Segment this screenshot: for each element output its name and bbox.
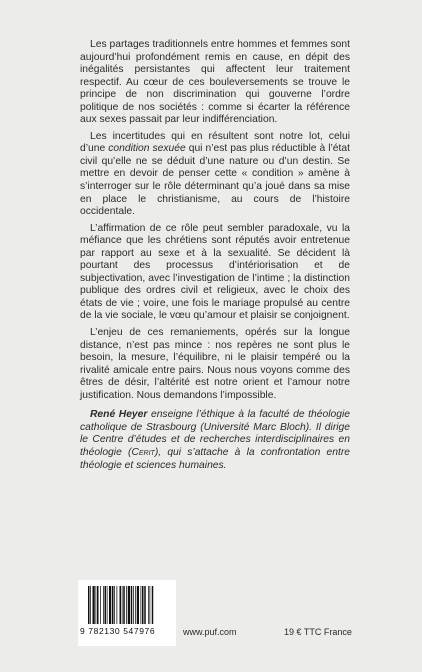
paragraph-2 — [80, 131, 350, 219]
barcode-bar — [135, 586, 136, 624]
bio-acronym: Cerit — [131, 446, 155, 458]
barcode-bar — [90, 586, 91, 624]
author-bio — [80, 409, 350, 472]
barcode-bar — [114, 586, 115, 624]
paragraph-2-emphasis: condition sexuée — [108, 143, 186, 155]
barcode-bar — [133, 586, 134, 624]
barcode-bar — [131, 586, 133, 624]
paragraph-2-start: Les incertitudes qui en résultent sont notre lot, celui d’une — [80, 130, 350, 155]
barcode-bar — [93, 586, 95, 624]
barcode-bar — [100, 586, 101, 624]
paragraph-4: L’enjeu de ces remaniements, opérés sur la longue distance, n’est pas mince : nos repères ne sont plus le besoin, la mesure, l’équilibre, ni le plaisir tempéré ou la rivalité amicale entre pairs. Nous nous voyons comme des êtres de désir, l’altérité est notre orient et l’amour notre justification. Nous demandons l’impossible. — [80, 327, 350, 401]
author-name: René Heyer — [90, 409, 148, 421]
barcode-bar — [144, 586, 146, 624]
barcode-bar — [122, 586, 123, 624]
barcode-bar — [109, 586, 111, 624]
paragraph-3: L’affirmation de ce rôle peut sembler paradoxale, vu la méfiance que les chrétiens sont réputés avoir entretenue par rapport au sexe et à la sexualité. Se décident là pourtant des processus d’intériorisation et de subjectivation, avec l’investigation de l’intime ; la distinction publique des ordres civil et religieux, avec le choix des états de vie ; voire, une fois le mariage propulsé au centre de la vie sociale, le vœu qu’amour et plaisir se conjoignent. — [80, 222, 350, 322]
blurb-text — [80, 39, 350, 476]
bio-text-1: enseigne l’éthique à la faculté de théologie catholique de Strasbourg (Université Marc Bloch). Il dirige le Centre d’études et de recherches interdisciplinaires en théologie ( — [80, 409, 350, 458]
barcode-bar — [142, 586, 144, 624]
barcode-bar — [112, 586, 114, 624]
barcode — [78, 580, 176, 646]
barcode-bar — [107, 586, 108, 624]
barcode-bar — [137, 586, 139, 624]
barcode-bar — [88, 586, 90, 624]
barcode-bar — [148, 586, 149, 624]
barcode-bar — [123, 586, 125, 624]
barcode-bar — [97, 586, 99, 624]
paragraph-1: Les partages traditionnels entre hommes et femmes sont aujourd’hui profondément remis en cause, en dépit des inégalités persistantes qui affectent leur traitement respectif. Au cœur de ces bouleversements se trouve le principe de non discrimination qui gouverne l’ordre politique de nos sociétés : comme si écarter la référence aux sexes passait par leur indifférenciation. — [80, 39, 350, 126]
barcode-bar — [150, 586, 151, 624]
barcode-bar — [128, 586, 130, 624]
barcode-bar — [96, 586, 97, 624]
barcode-bar — [117, 586, 118, 624]
publisher-website: www.puf.com — [183, 627, 237, 637]
barcode-bar — [105, 586, 107, 624]
barcode-bar — [141, 586, 142, 624]
barcode-bar — [103, 586, 104, 624]
barcode-bars — [88, 586, 170, 626]
price-label: 19 € TTC France — [284, 627, 352, 637]
barcode-bar — [120, 586, 122, 624]
barcode-bar — [152, 586, 154, 624]
bio-text-2: ), qui s’attache à la confrontation entre théologie et sciences humaines. — [80, 446, 351, 471]
paragraph-2-end: qui n’est pas plus réductible à l’état civil qu’elle ne se déduit d’une nature ou d’un destin. Se mettre en devoir de penser cette « condition » amène à s’interroger sur le rôle déterminant qu’a joué dans sa mise en place le christianisme, au cours de l’histoire occidentale. — [80, 143, 350, 218]
barcode-bar — [126, 586, 127, 624]
barcode-digits: 9 782130 547976 — [80, 626, 156, 636]
